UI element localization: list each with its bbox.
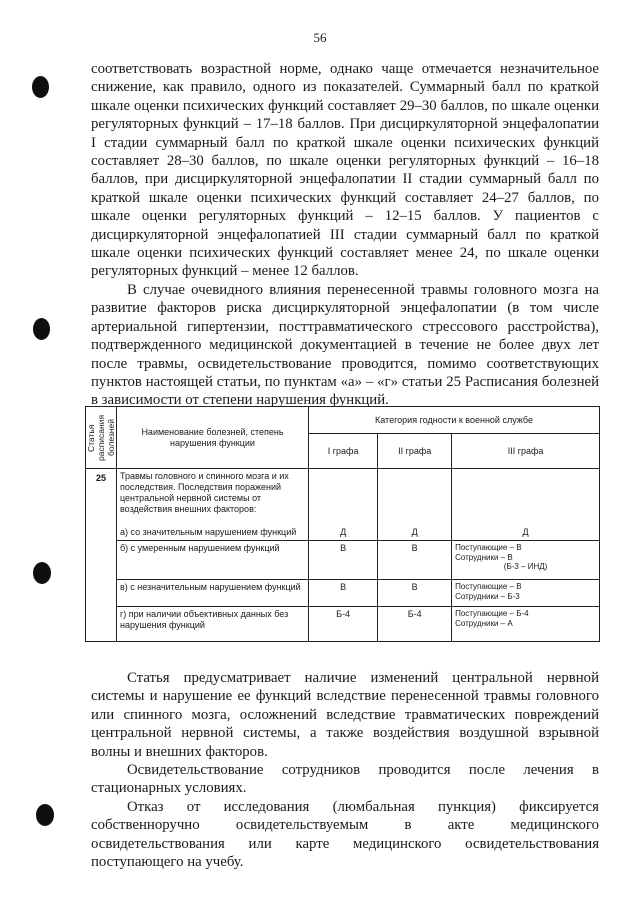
grade-3: Д	[452, 469, 600, 541]
fitness-category-table	[85, 406, 600, 642]
column-header-1: I графа	[309, 434, 378, 469]
grade-3-line: Сотрудники – В	[455, 552, 513, 562]
column-header-3: III графа	[452, 434, 600, 469]
column-header-2: II графа	[378, 434, 452, 469]
grade-2: Б-4	[378, 607, 452, 642]
grade-1: В	[309, 541, 378, 580]
article-column-header	[86, 407, 117, 469]
grade-3-line: Сотрудники – Б-3	[455, 591, 520, 601]
row-label: б) с умеренным нарушением функций	[117, 541, 309, 580]
article-header-text: Статья расписания болезней	[86, 414, 116, 461]
page-number: 56	[313, 30, 327, 45]
grade-3-line: Поступающие – Б-4	[455, 609, 529, 618]
binder-hole	[36, 804, 54, 826]
top-text-block	[91, 60, 599, 410]
disease-intro: Травмы головного и спинного мозга и их последствия. Последствия поражений центральной нервной системы от воздействия внешних факторов:	[120, 471, 289, 514]
bottom-text-block	[91, 669, 599, 871]
row-label: г) при наличии объективных данных без нарушения функций	[117, 607, 309, 642]
table-row	[86, 607, 600, 642]
grade-3-line: Поступающие – В	[455, 543, 522, 552]
grade-3	[452, 607, 600, 642]
grade-1: Б-4	[309, 607, 378, 642]
category-header: Категория годности к военной службе	[309, 407, 600, 434]
article-number: 25	[86, 469, 117, 642]
paragraph: Статья предусматривает наличие изменений центральной нервной системы и нарушение ее функций вследствие перенесенной травмы головного или спинного мозга, осложнений вследствие травматических повреждений центральной нервной системы, а также воздействия воздушной взрывной волны и внешних факторов.	[91, 670, 599, 760]
grade-1: Д	[309, 469, 378, 541]
row-description	[117, 469, 309, 541]
paragraph: соответствовать возрастной норме, однако чаще отмечается незначительное снижение, как правило, одного из показателей. Суммарный балл по краткой шкале оценки психических функций составляет 29–30 баллов, по шкале оценки регуляторных функций – 17–18 баллов. При дисциркуляторной энцефалопатии I стадии суммарный балл по краткой шкале оценки психических функций составляет 28–30 баллов, по шкале оценки регуляторных функций – 16–18 баллов, при дисциркуляторной энцефалопатии II стадии суммарный балл по краткой шкале оценки психических функций составляет 24–27 баллов, по шкале оценки регуляторных функций – 12–15 баллов. У пациентов с дисциркуляторной энцефалопатией III стадии суммарный балл по краткой шкале оценки психических функций составляет менее 24, по шкале оценки регуляторных функций – менее 12 баллов.	[91, 61, 599, 280]
binder-hole	[32, 76, 49, 98]
paragraph: Отказ от исследования (люмбальная пункция) фиксируется собственноручно освидетельствуемым в акте медицинского освидетельствования или карте медицинского освидетельствования поступающего на учебу.	[91, 798, 599, 871]
binder-hole	[33, 562, 51, 584]
table-row	[86, 469, 600, 541]
paragraph: В случае очевидного влияния перенесенной травмы головного мозга на развитие факторов риска дисциркуляторной энцефалопатии (в том числе артериальной гипертензии, посттравматического стрессового расстройства), подтвержденного медицинской документацией в течение не более двух лет после травмы, освидетельствование проводится, помимо соответствующих пунктов настоящей статьи, по пунктам «а» – «г» статьи 25 Расписания болезней в зависимости от степени нарушения функций.	[91, 281, 599, 409]
paragraph: Освидетельствование сотрудников проводится после лечения в стационарных условиях.	[91, 762, 599, 797]
grade-2: Д	[378, 469, 452, 541]
grade-3-line: Сотрудники – А	[455, 618, 513, 628]
grade-3	[452, 580, 600, 607]
grade-3-line: (Б-3 – ИНД)	[503, 562, 548, 571]
disease-column-header: Наименование болезней, степень нарушения функции	[117, 407, 309, 469]
row-label: а) со значительным нарушением функций	[120, 527, 297, 537]
binder-hole	[33, 318, 50, 340]
table-row	[86, 580, 600, 607]
grade-3	[452, 541, 600, 580]
grade-2: В	[378, 580, 452, 607]
grade-2: В	[378, 541, 452, 580]
table-row	[86, 541, 600, 580]
row-label: в) с незначительным нарушением функций	[117, 580, 309, 607]
grade-1: В	[309, 580, 378, 607]
grade-3-line: Поступающие – В	[455, 582, 522, 591]
